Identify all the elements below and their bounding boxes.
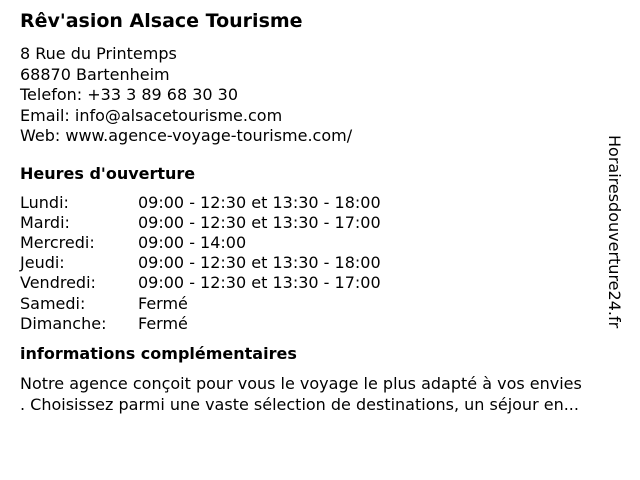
day-label: Vendredi:	[20, 273, 96, 293]
day-hours: 09:00 - 12:30 et 13:30 - 18:00	[138, 192, 381, 212]
day-label: Dimanche:	[20, 313, 107, 333]
hours-row-friday	[20, 273, 620, 293]
hours-row-tuesday	[20, 213, 620, 233]
contact-block	[20, 44, 620, 147]
phone-text: Telefon: +33 3 89 68 30 30	[20, 85, 239, 104]
day-label: Lundi:	[20, 192, 69, 212]
hours-row-thursday	[20, 253, 620, 273]
day-label: Jeudi:	[20, 253, 65, 273]
day-hours: 09:00 - 12:30 et 13:30 - 17:00	[138, 212, 381, 232]
hours-row-saturday	[20, 294, 620, 314]
day-hours: 09:00 - 14:00	[138, 232, 247, 252]
day-hours: 09:00 - 12:30 et 13:30 - 17:00	[138, 273, 381, 293]
day-hours: Fermé	[138, 313, 188, 333]
hours-row-monday	[20, 193, 620, 213]
day-label: Samedi:	[20, 293, 86, 313]
day-hours: Fermé	[138, 293, 188, 313]
email-text: Email: info@alsacetourisme.com	[20, 105, 283, 125]
business-card	[20, 8, 620, 415]
day-hours: 09:00 - 12:30 et 13:30 - 18:00	[138, 253, 381, 273]
site-watermark: Horairesdouverture24.fr	[605, 135, 624, 329]
info-description-line2: . Choisissez parmi une vaste sélection de destinations, un séjour en...	[20, 394, 579, 414]
day-label: Mercredi:	[20, 232, 95, 252]
day-label: Mardi:	[20, 212, 70, 232]
hours-row-sunday	[20, 314, 620, 334]
business-name: Rêv'asion Alsace Tourisme	[20, 10, 303, 32]
address-city: 68870 Bartenheim	[20, 64, 170, 84]
hours-table	[20, 193, 620, 334]
info-heading: informations complémentaires	[20, 343, 297, 363]
web-text: Web: www.agence-voyage-tourisme.com/	[20, 126, 353, 145]
hours-row-wednesday	[20, 233, 620, 253]
info-description-line1: Notre agence conçoit pour vous le voyage le plus adapté à vos envies	[20, 373, 582, 393]
hours-heading: Heures d'ouverture	[20, 163, 196, 183]
address-street: 8 Rue du Printemps	[20, 44, 177, 63]
